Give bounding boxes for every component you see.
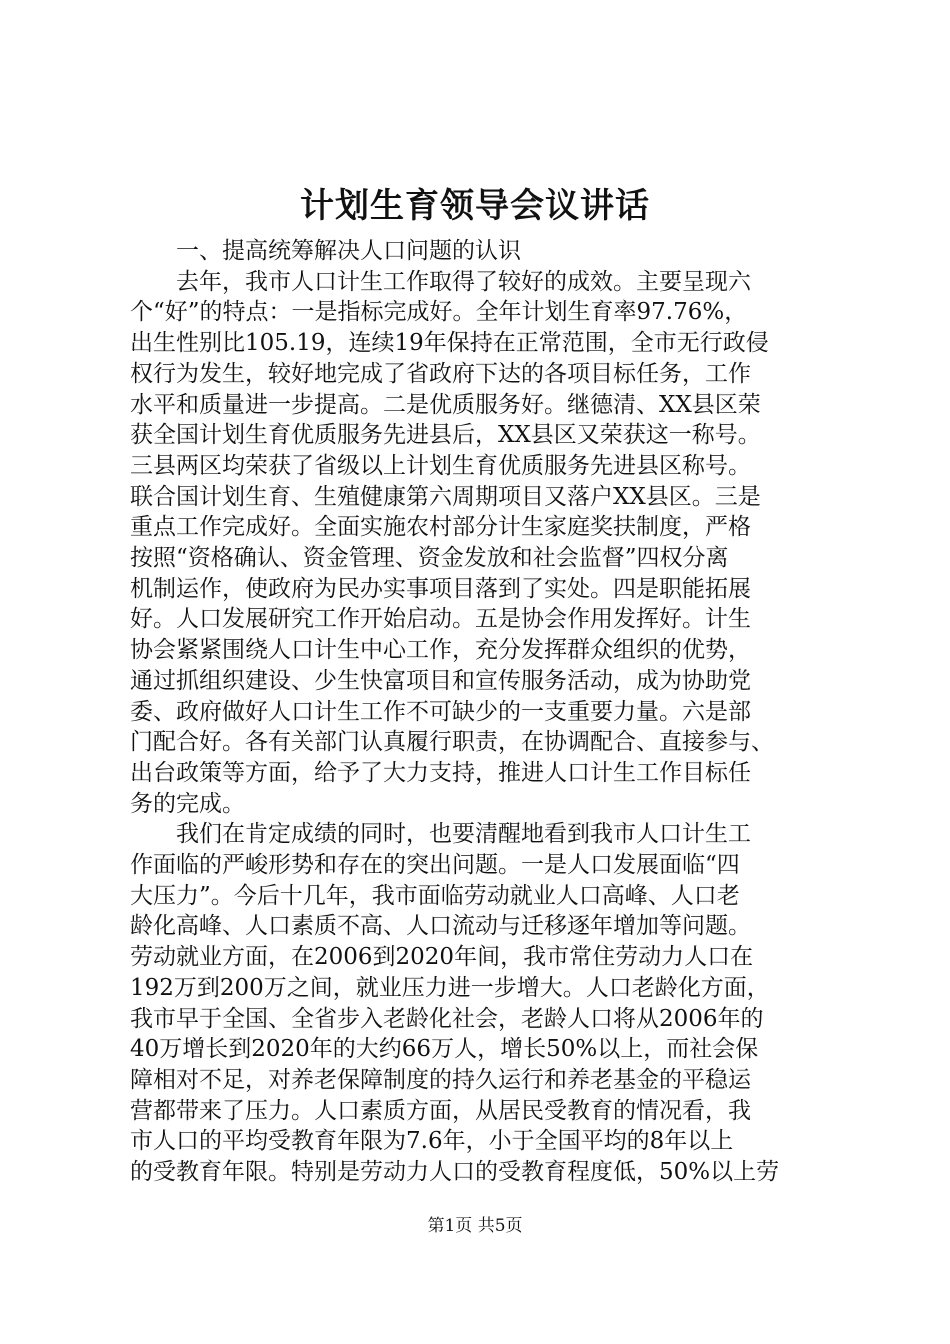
page-footer: 第1页 共5页: [427, 1216, 523, 1236]
document-title: 计划生育领导会议讲话: [300, 186, 650, 226]
paragraph-1: 去年，我市人口计生工作取得了较好的成效。主要呈现六 个“好”的特点：一是指标完成好。全年计划生育率97.76%， 出生性别比105.19，连续19年保持在正常范围，全市无行政侵 权行为发生，较好地完成了省政府下达的各项目标任务，工作 水平和质量进一步提高。二是优质服务好。继德清、XX县区荣 获全国计划生育优质服务先进县后，XX县区又荣获这一称号。 三县两区均荣获了省级以上计划生育优质服务先进县区称号。 联合国计划生育、生殖健康第六周期项目又落户XX县区。三是 重点工作完成好。全面实施农村部分计生家庭奖扶制度，严格 按照“资格确认、资金管理、资金发放和社会监督”四权分离 机制运作，使政府为民办实事项目落到了实处。四是职能拓展 好。人口发展研究工作开始启动。五是协会作用发挥好。计生 协会紧紧围绕人口计生中心工作，充分发挥群众组织的优势， 通过抓组织建设、少生快富项目和宣传服务活动，成为协助党 委、政府做好人口计生工作不可缺少的一支重要力量。六是部 门配合好。各有关部门认真履行职责，在协调配合、直接参与、 出台政策等方面，给予了大力支持，推进人口计生工作目标任 务的完成。: [130, 268, 774, 817]
document-body: [130, 236, 830, 1188]
section-heading: 一、提高统筹解决人口问题的认识: [176, 238, 521, 264]
paragraph-2: 我们在肯定成绩的同时，也要清醒地看到我市人口计生工 作面临的严峻形势和存在的突出问题。一是人口发展面临“四 大压力”。今后十几年，我市面临劳动就业人口高峰、人口老 龄化高峰、人口素质不高、人口流动与迁移逐年增加等问题。 劳动就业方面，在2006到2020年间，我市常住劳动力人口在 192万到200万之间，就业压力进一步增大。人口老龄化方面， 我市早于全国、全省步入老龄化社会，老龄人口将从2006年的 40万增长到2020年的大约66万人，增长50%以上，而社会保 障相对不足，对养老保障制度的持久运行和养老基金的平稳运 营都带来了压力。人口素质方面，从居民受教育的情况看，我 市人口的平均受教育年限为7.6年，小于全国平均的8年以上 的受教育年限。特别是劳动力人口的受教育程度低，50%以上劳: [130, 821, 780, 1186]
